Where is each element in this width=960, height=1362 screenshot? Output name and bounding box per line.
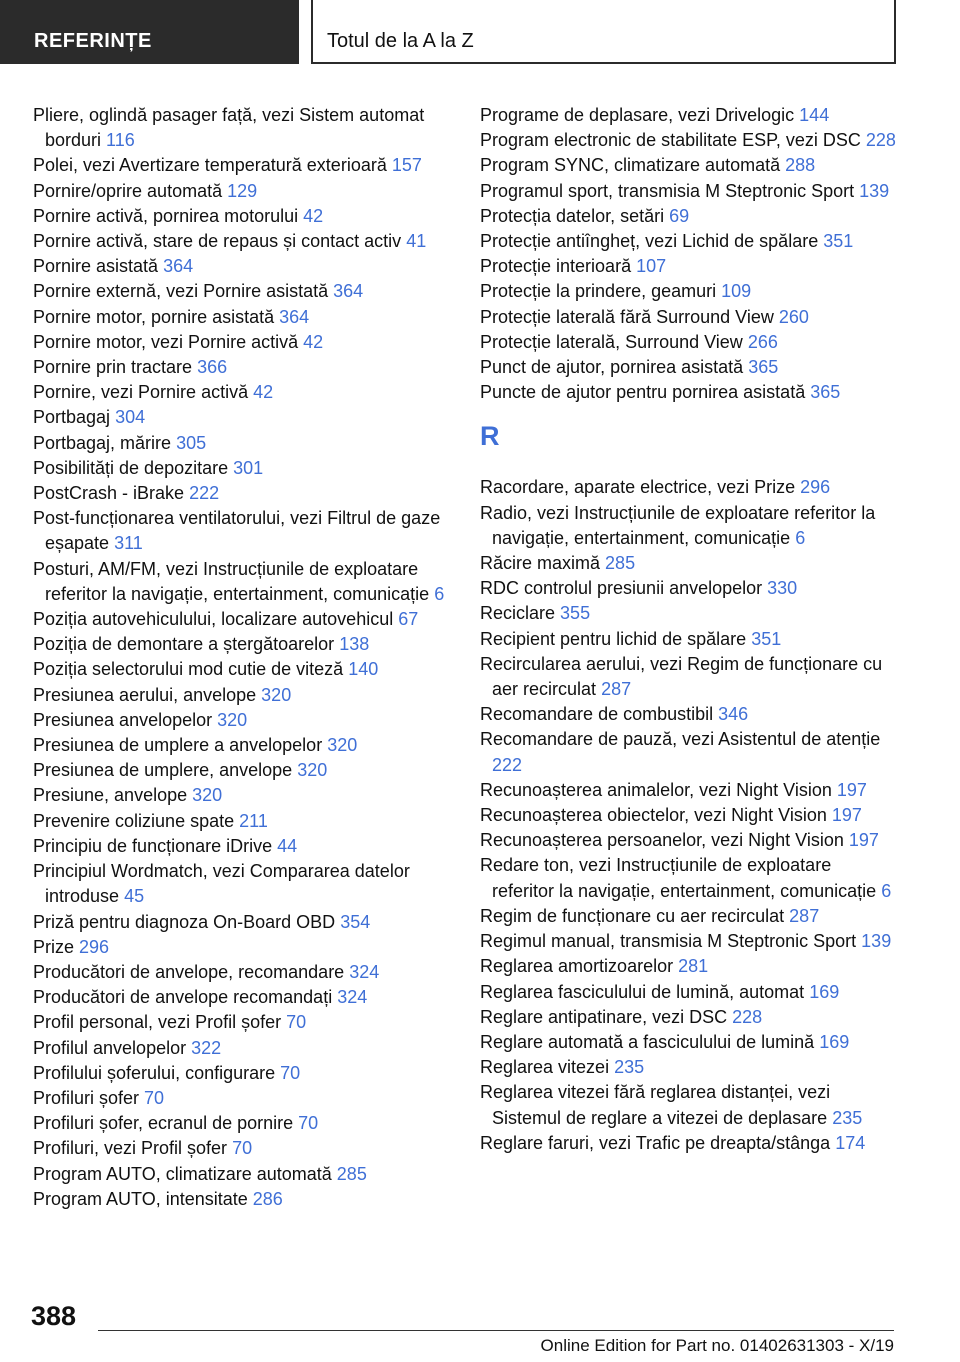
index-entry-term: Protecție interioară [480,256,632,277]
page-link[interactable]: 67 [398,609,419,630]
index-entry [480,103,898,128]
footer-rule [98,1330,894,1331]
index-entry [480,501,898,551]
page-link[interactable]: 281 [678,956,709,977]
index-entry-term: Pornire/oprire automată [33,180,223,201]
page-link[interactable]: 6 [434,583,445,604]
page-link[interactable]: 144 [799,105,830,125]
index-entry-term: Regimul manual, transmisia M Steptronic Sport [480,931,857,952]
index-entry-term: Profiluri șofer, ecranul de pornire [33,1113,294,1134]
page-link[interactable]: 174 [835,1132,866,1153]
page-link[interactable]: 197 [836,779,867,800]
index-entry [480,929,898,954]
index-entry-term: Regim de funcționare cu aer recirculat [480,905,785,926]
page-link[interactable]: 260 [778,306,809,327]
index-entry-term: Program electronic de stabilitate ESP, vezi DSC [480,130,861,151]
page-link[interactable]: 324 [337,987,368,1008]
page-link[interactable]: 351 [751,628,782,649]
index-entry-term: Reglare antipatinare, vezi DSC [480,1006,728,1027]
page-link[interactable]: 365 [810,382,841,403]
index-entry [33,506,453,556]
index-entry-term: Racordare, aparate electrice, vezi Prize [480,477,796,498]
index-entry [480,652,898,702]
index-entry [480,355,898,380]
index-entry [33,1162,453,1187]
index-entry-term: Pornire motor, vezi Pornire activă [33,331,299,352]
index-entry-term: Pornire, vezi Pornire activă [33,382,249,403]
index-entry-term: Priză pentru diagnoza On-Board OBD [33,911,336,932]
index-entry-term: Pornire motor, pornire asistată [33,306,275,327]
index-entry-term: Programe de deplasare, vezi Drivelogic [480,105,795,125]
index-entry-term: Protecție antiîngheț, vezi Lichid de spălare [480,231,819,252]
index-entry [480,627,898,652]
index-entry-term: Recomandare de pauză, vezi Asistentul de atenție [480,729,881,750]
index-entry-term: Profilului șoferului, configurare [33,1062,276,1083]
index-entry-term: Producători de anvelope recomandați [33,987,333,1008]
page-link[interactable]: 42 [303,205,324,226]
index-entry [480,1030,898,1055]
page-link[interactable]: 41 [406,231,427,252]
index-entry-term: Pornire activă, pornirea motorului [33,205,299,226]
index-entry-term: RDC controlul presiunii anvelopelor [480,578,763,599]
page-link[interactable]: 129 [227,180,258,201]
page-link[interactable]: 301 [233,457,264,478]
index-entry [480,702,898,727]
index-entry-term: Reciclare [480,603,556,624]
index-entry [33,985,453,1010]
index-entry [480,475,898,500]
index-column-left [33,103,453,1212]
index-group-p [480,103,898,405]
page-link[interactable]: 228 [865,130,896,151]
page-link[interactable]: 235 [614,1057,645,1078]
index-column-right [480,103,898,1156]
page-link[interactable]: 346 [718,704,749,725]
page-link[interactable]: 6 [795,527,806,548]
index-entry-term: Presiunea aerului, anvelope [33,684,257,705]
index-entry-term: Recircularea aerului, vezi Regim de funcționare cu aer recirculat [480,653,883,700]
index-entry [33,355,453,380]
index-entry-term: Presiunea de umplere, anvelope [33,760,293,781]
index-entry-term: Producători de anvelope, recomandare [33,961,345,982]
index-entry-term: Portbagaj, mărire [33,432,172,453]
index-entry [480,904,898,929]
page-link[interactable]: 351 [823,231,854,252]
page-link[interactable]: 296 [79,936,110,957]
index-entry-term: Reglarea fasciculului de lumină, automat [480,981,805,1002]
page-link[interactable]: 287 [601,679,632,700]
index-entry [33,380,453,405]
index-entry [480,305,898,330]
page-link[interactable]: 305 [176,432,207,453]
page-link[interactable]: 197 [848,830,879,851]
index-entry [33,204,453,229]
chapter-title: Totul de la A la Z [327,30,474,52]
index-entry-term: Profiluri șofer [33,1087,140,1108]
index-entry [480,727,898,777]
index-entry-term: Prevenire coliziune spate [33,810,235,831]
index-entry [480,778,898,803]
index-letter-heading: R [480,421,500,452]
page-link[interactable]: 285 [336,1163,367,1184]
index-entry [33,481,453,506]
index-entry [480,980,898,1005]
index-entry-term: Pornire externă, vezi Pornire asistată [33,281,329,302]
chapter-tab [311,0,896,64]
page-link[interactable]: 42 [303,331,324,352]
page-link[interactable]: 44 [277,835,298,856]
index-entry-term: Prize [33,936,75,957]
index-entry-term: Punct de ajutor, pornirea asistată [480,357,744,378]
index-entry [480,229,898,254]
index-entry [33,935,453,960]
index-entry-term: Program AUTO, intensitate [33,1188,248,1209]
index-entry [33,683,453,708]
index-entry [33,153,453,178]
page-link[interactable]: 197 [831,805,862,826]
page-link[interactable]: 107 [636,256,667,277]
page-link[interactable]: 330 [767,578,798,599]
index-entry [480,153,898,178]
page-link[interactable]: 235 [832,1107,863,1128]
index-group-r [480,475,898,1155]
index-entry [480,1055,898,1080]
page-link[interactable]: 285 [605,553,636,574]
index-entry [33,733,453,758]
page-link[interactable]: 169 [819,1031,850,1052]
index-entry [480,551,898,576]
page-link[interactable]: 355 [560,603,591,624]
index-entry [33,783,453,808]
index-entry [33,1187,453,1212]
index-entry [33,431,453,456]
index-entry [33,910,453,935]
index-entry-term: Profilul anvelopelor [33,1037,187,1058]
page-link[interactable]: 45 [124,886,145,907]
index-entry [480,1131,898,1156]
index-entry-term: Posibilități de depozitare [33,457,229,478]
page-link[interactable]: 296 [800,477,831,498]
index-entry-term: Pornire activă, stare de repaus și contact activ [33,231,402,252]
index-entry [480,954,898,979]
index-entry-term: Recunoașterea persoanelor, vezi Night Vision [480,830,844,851]
index-entry [480,380,898,405]
page-link[interactable]: 320 [327,735,358,756]
page-link[interactable]: 169 [809,981,840,1002]
page-link[interactable]: 288 [785,155,816,176]
page-link[interactable]: 320 [297,760,328,781]
page-link[interactable]: 287 [789,905,820,926]
page-link[interactable]: 69 [669,205,690,226]
index-entry [33,229,453,254]
index-entry [480,128,898,153]
index-entry [480,1080,898,1130]
page-link[interactable]: 311 [114,533,143,554]
section-title: REFERINȚE [34,30,152,52]
index-entry [33,708,453,733]
page-link[interactable]: 70 [298,1113,319,1134]
page-link[interactable]: 324 [349,961,380,982]
index-entry [33,960,453,985]
index-entry [33,859,453,909]
index-entry [480,1005,898,1030]
index-entry-term: Reglare automată a fasciculului de lumină [480,1031,815,1052]
page-link[interactable]: 322 [191,1037,222,1058]
index-entry [33,1061,453,1086]
edition-info: Online Edition for Part no. 01402631303 - X/19 [540,1336,894,1355]
index-entry [33,254,453,279]
index-entry-term: Presiunea de umplere a anvelopelor [33,735,323,756]
page-link[interactable]: 364 [163,256,194,277]
index-entry-term: Reglarea vitezei fără reglarea distanței, vezi Sistemul de reglare a vitezei de deplasare [480,1082,831,1128]
index-entry [33,557,453,607]
index-entry [480,254,898,279]
page-link[interactable]: 365 [748,357,779,378]
page-link[interactable]: 222 [492,754,523,775]
index-entry-term: Protecție laterală, Surround View [480,331,743,352]
index-entry-term: Radio, vezi Instrucțiunile de exploatare referitor la navigație, entertainment, comunicație [480,502,876,548]
index-entry-term: Program AUTO, climatizare automată [33,1163,332,1184]
index-entry [480,803,898,828]
page-link[interactable]: 364 [279,306,310,327]
index-entry-term: Redare ton, vezi Instrucțiunile de exploatare referitor la navigație, entertainment, comunicație [480,855,877,901]
index-entry-term: Program SYNC, climatizare automată [480,155,781,176]
index-entry [480,853,898,903]
index-entry-term: Recunoașterea obiectelor, vezi Night Vision [480,805,827,826]
index-entry-term: Protecția datelor, setări [480,205,665,226]
index-entry [480,576,898,601]
index-entry [33,632,453,657]
index-entry-term: PostCrash - iBrake [33,483,185,504]
page-link[interactable]: 320 [261,684,292,705]
index-entry-term: Pornire prin tractare [33,357,193,378]
index-entry-term: Polei, vezi Avertizare temperatură exterioară [33,155,387,176]
index-entry-term: Portbagaj [33,407,111,428]
index-entry-term: Protecție laterală fără Surround View [480,306,774,327]
index-entry-term: Profiluri, vezi Profil șofer [33,1138,228,1159]
index-entry [33,103,453,153]
index-entry-term: Puncte de ajutor pentru pornirea asistată [480,382,806,403]
page-link[interactable]: 42 [253,382,274,403]
index-entry-term: Pliere, oglindă pasager față, vezi Sistem automat borduri [33,105,425,151]
index-entry-term: Posturi, AM/FM, vezi Instrucțiunile de exploatare referitor la navigație, entertainment, comunicație [33,558,430,604]
index-entry-term: Poziția selectorului mod cutie de viteză [33,659,344,680]
page-link[interactable]: 6 [881,880,892,901]
page-link[interactable]: 320 [217,709,248,730]
page-link[interactable]: 211 [239,810,268,831]
index-entry [33,607,453,632]
page-link[interactable]: 304 [115,407,146,428]
index-entry-term: Principiul Wordmatch, vezi Compararea datelor introduse [33,861,410,907]
index-entry [480,601,898,626]
page-link[interactable]: 228 [732,1006,763,1027]
index-entry-term: Recunoașterea animalelor, vezi Night Vision [480,779,832,800]
index-entry [33,758,453,783]
page-link[interactable]: 139 [859,180,890,201]
index-entry-term: Post-funcționarea ventilatorului, vezi Filtrul de gaze eșapate [33,508,441,554]
page-link[interactable]: 70 [144,1087,165,1108]
index-entry [33,1136,453,1161]
page-link[interactable]: 364 [333,281,364,302]
page-link[interactable]: 366 [197,357,228,378]
index-entry-term: Presiunea anvelopelor [33,709,213,730]
page-link[interactable]: 116 [106,130,135,151]
index-entry [33,330,453,355]
page-link[interactable]: 138 [339,634,370,655]
index-entry [480,828,898,853]
index-entry [33,1111,453,1136]
page-link[interactable]: 286 [252,1188,283,1209]
page-link[interactable]: 157 [391,155,422,176]
index-entry [480,204,898,229]
page-link[interactable]: 70 [280,1062,301,1083]
index-entry-term: Reglarea amortizoarelor [480,956,674,977]
index-entry [33,1010,453,1035]
page-link[interactable]: 266 [747,331,778,352]
index-entry [33,405,453,430]
index-entry-term: Programul sport, transmisia M Steptronic Sport [480,180,855,201]
index-entry [33,456,453,481]
index-entry [480,279,898,304]
index-entry-term: Protecție la prindere, geamuri [480,281,717,302]
index-entry-term: Principiu de funcționare iDrive [33,835,273,856]
page-link[interactable]: 320 [192,785,223,806]
page-link[interactable]: 70 [232,1138,253,1159]
index-entry [33,279,453,304]
page-link[interactable]: 109 [721,281,752,302]
index-entry-term: Pornire asistată [33,256,159,277]
page-link[interactable]: 222 [189,483,220,504]
page-link[interactable]: 140 [348,659,379,680]
section-tab [0,0,299,64]
index-entry [33,179,453,204]
index-entry-term: Recipient pentru lichid de spălare [480,628,747,649]
index-entry [33,1086,453,1111]
index-entry [33,305,453,330]
index-entry [33,657,453,682]
page-link[interactable]: 354 [340,911,371,932]
index-entry-term: Reglarea vitezei [480,1057,610,1078]
index-entry [33,834,453,859]
index-entry [33,1036,453,1061]
index-entry-term: Recomandare de combustibil [480,704,714,725]
index-entry [480,179,898,204]
index-entry-term: Presiune, anvelope [33,785,188,806]
index-entry [480,330,898,355]
index-entry-term: Poziția autovehiculului, localizare autovehicul [33,609,394,630]
index-entry-term: Răcire maximă [480,553,601,574]
page-link[interactable]: 139 [861,931,892,952]
index-entry-term: Poziția de demontare a ștergătoarelor [33,634,335,655]
index-entry-term: Profil personal, vezi Profil șofer [33,1012,282,1033]
page-number: 388 [31,1301,77,1331]
index-entry [33,809,453,834]
index-entry-term: Reglare faruri, vezi Trafic pe dreapta/stânga [480,1132,831,1153]
page-link[interactable]: 70 [286,1012,307,1033]
